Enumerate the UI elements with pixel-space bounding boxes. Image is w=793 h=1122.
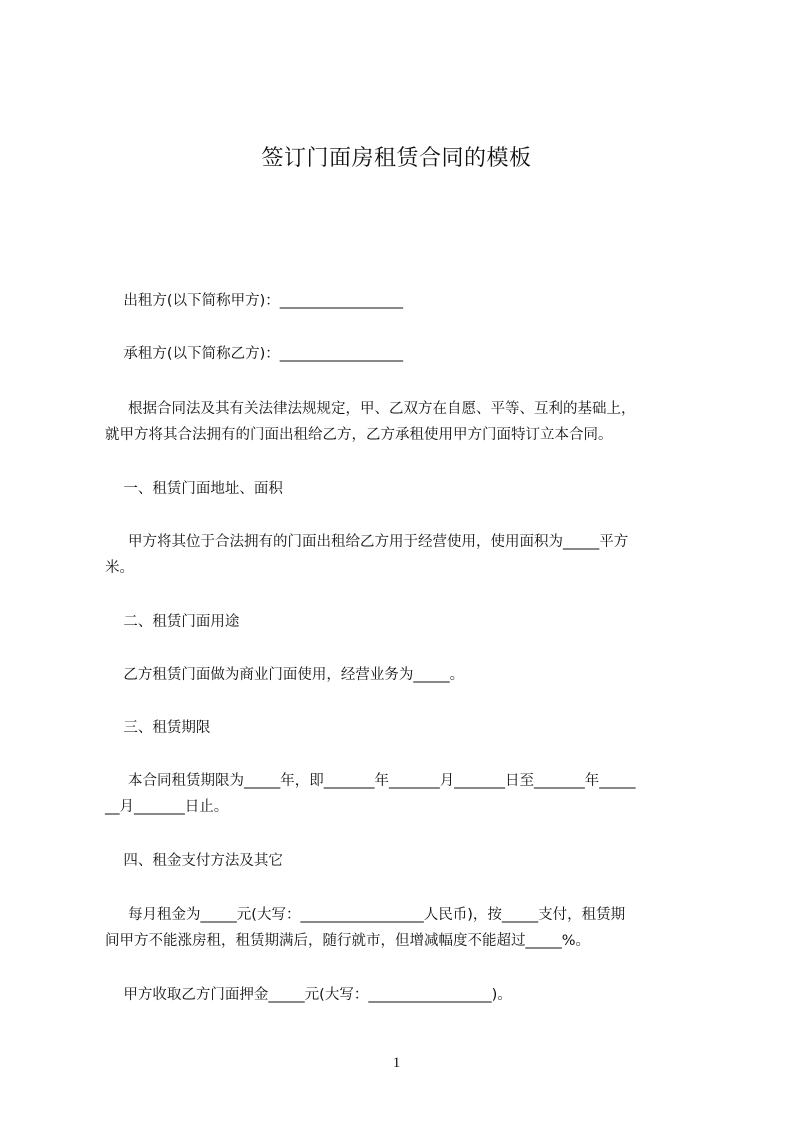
lessor-line: 出租方(以下简称甲方)：_________________ (105, 293, 403, 309)
section-1-heading: 一、租赁门面地址、面积 (105, 481, 283, 497)
section-4-heading: 四、租金支付方法及其它 (105, 853, 283, 869)
section-3-heading: 三、租赁期限 (105, 720, 211, 736)
lessee-line: 承租方(以下简称乙方)：_________________ (105, 346, 403, 362)
section-3-body: 本合同租赁期限为_____年，即_______年_______月_______日至_______年_____ __月_______日止。 (105, 773, 636, 815)
document-title: 签订门面房租赁合同的模板 (261, 146, 532, 171)
section-1-body: 甲方将其位于合法拥有的门面出租给乙方用于经营使用，使用面积为_____平方 米。 (105, 534, 629, 576)
section-2-body: 乙方租赁门面做为商业门面使用，经营业务为_____。 (105, 667, 465, 683)
deposit-line: 甲方收取乙方门面押金_____元(大写：_________________)。 (105, 987, 512, 1003)
section-4-body: 每月租金为_____元(大写：_________________人民币)，按_____支付，租赁期 间甲方不能涨房租，租赁期满后，随行就市，但增减幅度不能超过_____%。 (105, 907, 626, 949)
page-number: 1 (392, 1055, 401, 1071)
section-2-heading: 二、租赁门面用途 (105, 614, 240, 630)
preamble-paragraph: 根据合同法及其有关法律法规规定，甲、乙双方在自愿、平等、互利的基础上， 就甲方将其合法拥有的门面出租给乙方，乙方承租使用甲方门面特订立本合同。 (105, 401, 636, 443)
